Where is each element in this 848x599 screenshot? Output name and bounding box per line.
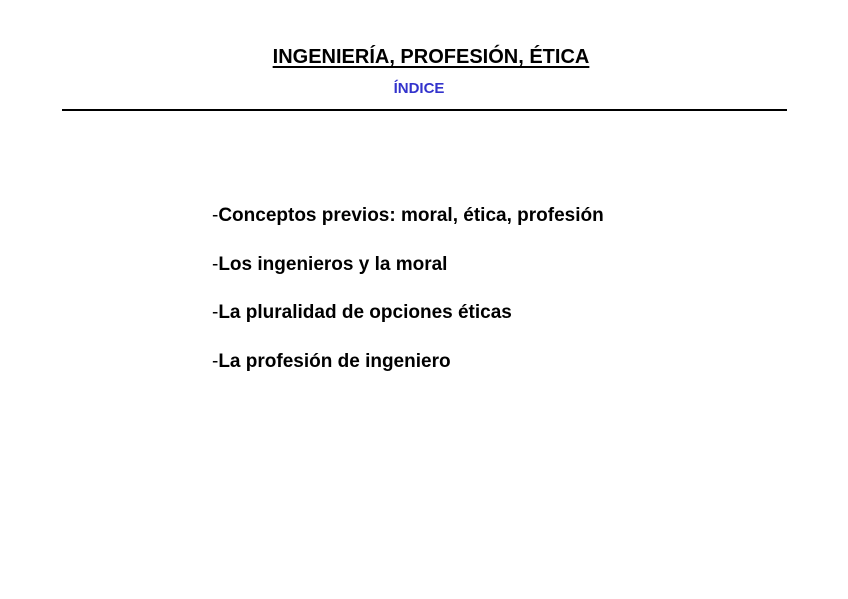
slide-subtitle: ÍNDICE	[393, 80, 445, 97]
list-dash: -	[212, 302, 219, 323]
list-item-label: La profesión de ingeniero	[218, 350, 451, 372]
list-item-label: Conceptos previos: moral, ética, profesión	[218, 205, 604, 226]
list-item-label: Los ingenieros y la moral	[218, 253, 448, 275]
index-list	[212, 204, 604, 398]
list-item	[212, 204, 604, 253]
list-item-label: La pluralidad de opciones éticas	[218, 302, 512, 323]
list-item	[212, 350, 604, 399]
list-item	[212, 301, 604, 350]
list-dash: -	[212, 253, 219, 275]
list-dash: -	[212, 350, 219, 372]
title-divider	[62, 109, 787, 111]
list-item	[212, 253, 604, 302]
slide-title: INGENIERÍA, PROFESIÓN, ÉTICA	[272, 46, 590, 68]
list-dash: -	[212, 205, 219, 226]
